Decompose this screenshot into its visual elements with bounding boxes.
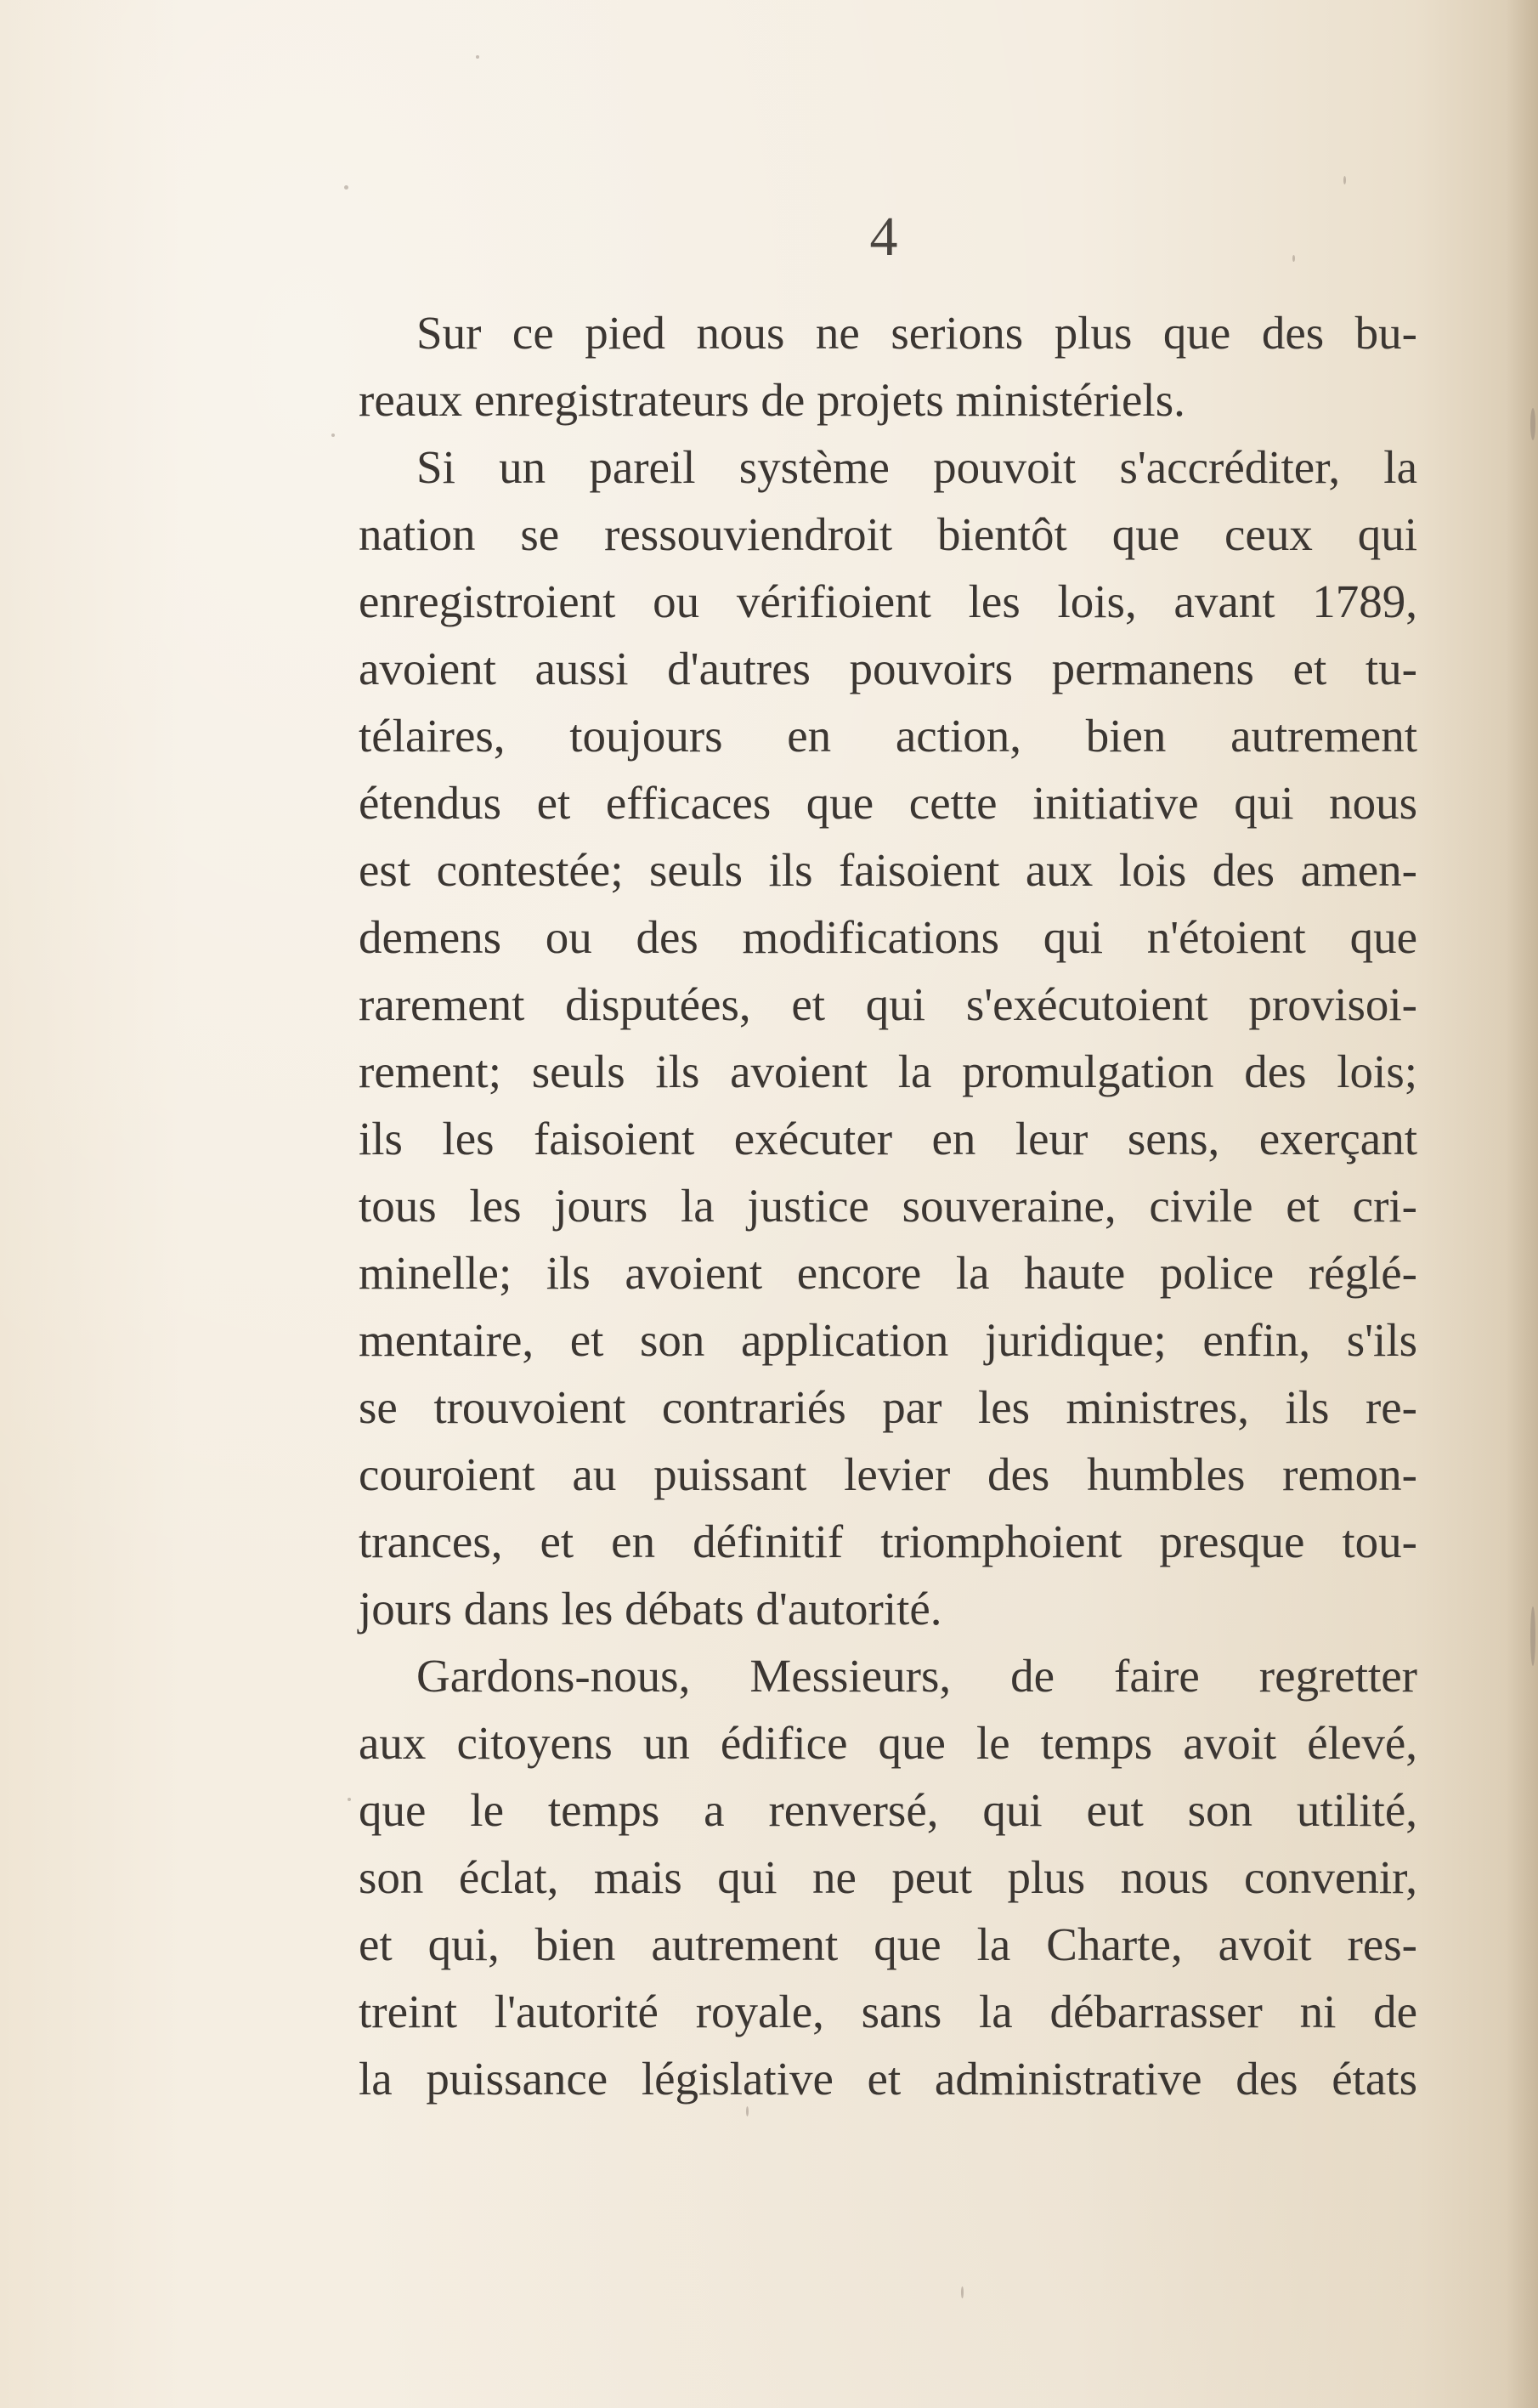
text-line: minelle; ils avoient encore la haute police réglé- [359,1247,1417,1299]
text-line: rarement disputées, et qui s'exécutoient provisoi- [359,978,1417,1030]
text-line: étendus et efficaces que cette initiative qui nous [359,777,1417,829]
text-line: Gardons-nous, Messieurs, de faire regretter [416,1650,1417,1702]
text-line: couroient au puissant levier des humbles remon- [359,1448,1417,1500]
text-line: ils les faisoient exécuter en leur sens, exerçant [359,1113,1417,1164]
paper-speck [476,55,479,59]
text-line: télaires, toujours en action, bien autrement [359,710,1417,762]
text-line: la puissance législative et administrative des états [359,2053,1417,2105]
text-line: mentaire, et son application juridique; enfin, s'ils [359,1314,1417,1366]
text-line: aux citoyens un édifice que le temps avoit élevé, [359,1717,1417,1769]
text-line: tous les jours la justice souveraine, civile et cri- [359,1180,1417,1232]
paper-speck [344,185,348,190]
text-line: se trouvoient contrariés par les ministres, ils re- [359,1381,1417,1433]
text-line: son éclat, mais qui ne peut plus nous convenir, [359,1851,1417,1903]
paper-speck [1292,255,1295,262]
text-line: est contestée; seuls ils faisoient aux lois des amen- [359,844,1417,896]
paper-speck [1343,176,1346,184]
body-text [359,299,1417,2112]
page-edge-shadow [1506,0,1538,2408]
paper-speck [348,1798,351,1801]
text-line: enregistroient ou vérifioient les lois, avant 1789, [359,575,1417,627]
text-line: treint l'autorité royale, sans la débarrasser ni de [359,1986,1417,2037]
paragraph-3 [359,1642,1417,2112]
paper-speck [961,2286,964,2298]
text-line: Sur ce pied nous ne serions plus que des bu- [416,307,1417,359]
paragraph-2 [359,433,1417,1642]
text-line: reaux enregistrateurs de projets ministériels. [359,374,1185,426]
paragraph-1 [359,299,1417,433]
text-line: trances, et en définitif triomphoient presque tou- [359,1516,1417,1567]
text-line: demens ou des modifications qui n'étoient que [359,911,1417,963]
page-number: 4 [869,206,898,268]
text-line: nation se ressouviendroit bientôt que ceux qui [359,508,1417,560]
paper-speck [1530,408,1535,440]
text-line: jours dans les débats d'autorité. [359,1583,942,1635]
text-line: rement; seuls ils avoient la promulgation des lois; [359,1045,1417,1097]
text-line: Si un pareil système pouvoit s'accréditer, la [416,441,1417,493]
text-line: que le temps a renversé, qui eut son utilité, [359,1784,1417,1836]
paper-speck [1530,1606,1535,1666]
text-line: et qui, bien autrement que la Charte, avoit res- [359,1918,1417,1970]
text-line: avoient aussi d'autres pouvoirs permanens et tu- [359,643,1417,694]
paper-speck [331,433,335,437]
